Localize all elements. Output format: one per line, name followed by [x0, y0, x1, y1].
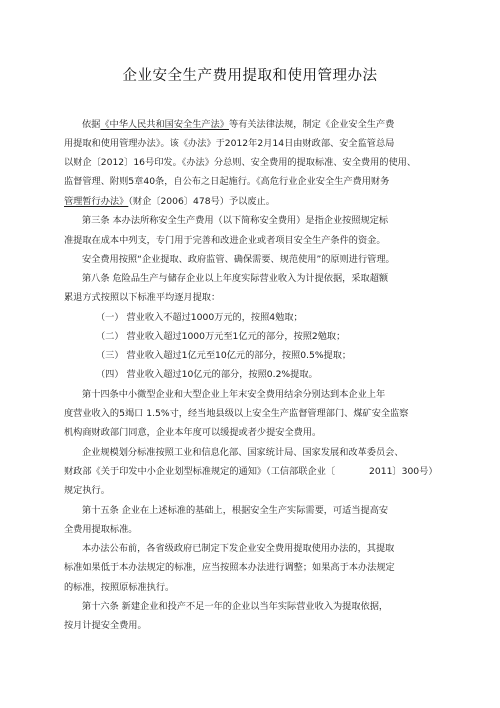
paragraph-line: [64, 138, 394, 150]
line-text: 准提取在成本中列支，专门用于完善和改进企业或者项目安全生产条件的资金。: [64, 235, 386, 246]
line-text: 以财企〔2012〕16号印发。《办法》分总则、安全费用的提取标准、安全费用的使用、: [64, 157, 417, 168]
paragraph-line: [64, 620, 147, 632]
line-text: 监督管理、附则5章40条，自公布之日起施行。《高危行业企业安全生产费用财务: [64, 176, 390, 187]
line-text: 度营业收入的5竭口 1.5%寸，经当地县级以上安全生产监督管理部门、煤矿安全监察: [64, 408, 409, 419]
line-text: 依据: [82, 119, 101, 130]
line-text: 规定执行。: [64, 485, 110, 496]
line-text: 《中华人民共和国安全生产法》: [100, 119, 229, 130]
line-text: 财政部《关于印发中小企业划型标准规定的通知》（工信部联企业〔: [64, 466, 336, 477]
line-text: 第三条 本办法所称安全生产费用（以下简称安全费用）是指企业按照规定标: [82, 215, 389, 226]
paragraph-line: [64, 485, 110, 497]
paragraph-line: [64, 466, 438, 478]
paragraph-line: [82, 389, 385, 401]
line-text: 全费用提取标准。: [64, 524, 138, 535]
paragraph-line: [82, 119, 394, 131]
paragraph-line: [64, 562, 395, 574]
line-text: 第十四条中小微型企业和大型企业上年末安全费用结余分别达到本企业上年: [82, 389, 386, 400]
line-text: 累退方式按照以下标准平均逐月提取：: [64, 292, 221, 303]
line-text: （一） 营业收入不超过1000万元的，按照4勉取；: [96, 312, 303, 323]
line-text: 企业规模划分标准按照工业和信息化部、国家统计局、国家发展和改革委员会、: [82, 447, 404, 458]
line-text: 本办法公布前，各省级政府已制定下发企业安全费用提取使用办法的，其提取: [82, 543, 395, 554]
paragraph-line: [82, 215, 388, 227]
paragraph-line: [64, 427, 321, 439]
paragraph-line: [64, 176, 389, 188]
paragraph-line: [82, 254, 395, 266]
paragraph-line: [96, 331, 345, 343]
line-text: 第十六条 新建企业和投产不足一年的企业以当年实际营业收入为提取依据，: [82, 601, 389, 612]
paragraph-line: [64, 196, 275, 208]
paragraph-line: [64, 524, 138, 536]
paragraph-line: [96, 369, 318, 381]
paragraph-line: [82, 601, 388, 613]
paragraph-line: [82, 273, 388, 285]
line-text: 第十五条 企业在上述标准的基础上，根据安全生产实际需要，可适当提高安: [82, 505, 389, 516]
paragraph-line: [64, 157, 416, 169]
line-text: 等有关法律法规，制定《企业安全生产费: [229, 119, 395, 130]
line-text: 机构商财政部门同意，企业本年度可以缓提或者少提安全费用。: [64, 427, 322, 438]
paragraph-line: [64, 292, 220, 304]
paragraph-line: [64, 235, 386, 247]
document-title: 企业安全生产费用提取和使用管理办法: [122, 68, 378, 84]
paragraph-line: [82, 505, 388, 517]
line-text: 安全费用按照“企业提取、政府监管、确保需要、规范使用”的原则进行管理。: [82, 254, 395, 265]
paragraph-line: [96, 350, 351, 362]
paragraph-line: [96, 312, 303, 324]
line-text: 按月计提安全费用。: [64, 620, 147, 631]
paragraph-line: [82, 543, 394, 555]
line-text: 用提取和使用管理办法》。该《办法》于2012年2月14日由财政部、安全监管总局: [64, 138, 395, 149]
line-text: 2011〕300号）: [369, 466, 438, 477]
line-text: （三） 营业收入超过1亿元至10亿元的部分，按照0.5%提取；: [96, 350, 352, 361]
line-text: （四） 营业收入超过10亿元的部分，按照0.2%提取。: [96, 369, 318, 380]
line-text: 标准如果低于本办法规定的标准，应当按照本办法进行调整；如果高于本办法规定: [64, 562, 395, 573]
paragraph-line: [82, 447, 404, 459]
line-text: 管理暂行办法》: [64, 196, 129, 207]
line-text: （二） 营业收入超过1000万元至1亿元的部分，按照2勉取；: [96, 331, 346, 342]
line-text: （财企〔2006〕478号）予以废止。: [128, 196, 275, 207]
line-text: 的标准，按照原标准执行。: [64, 582, 175, 593]
paragraph-line: [64, 582, 174, 594]
line-text: 第八条 危险品生产与储存企业以上年度实际营业收入为计提依据，采取超额: [82, 273, 389, 284]
paragraph-line: [64, 408, 408, 420]
